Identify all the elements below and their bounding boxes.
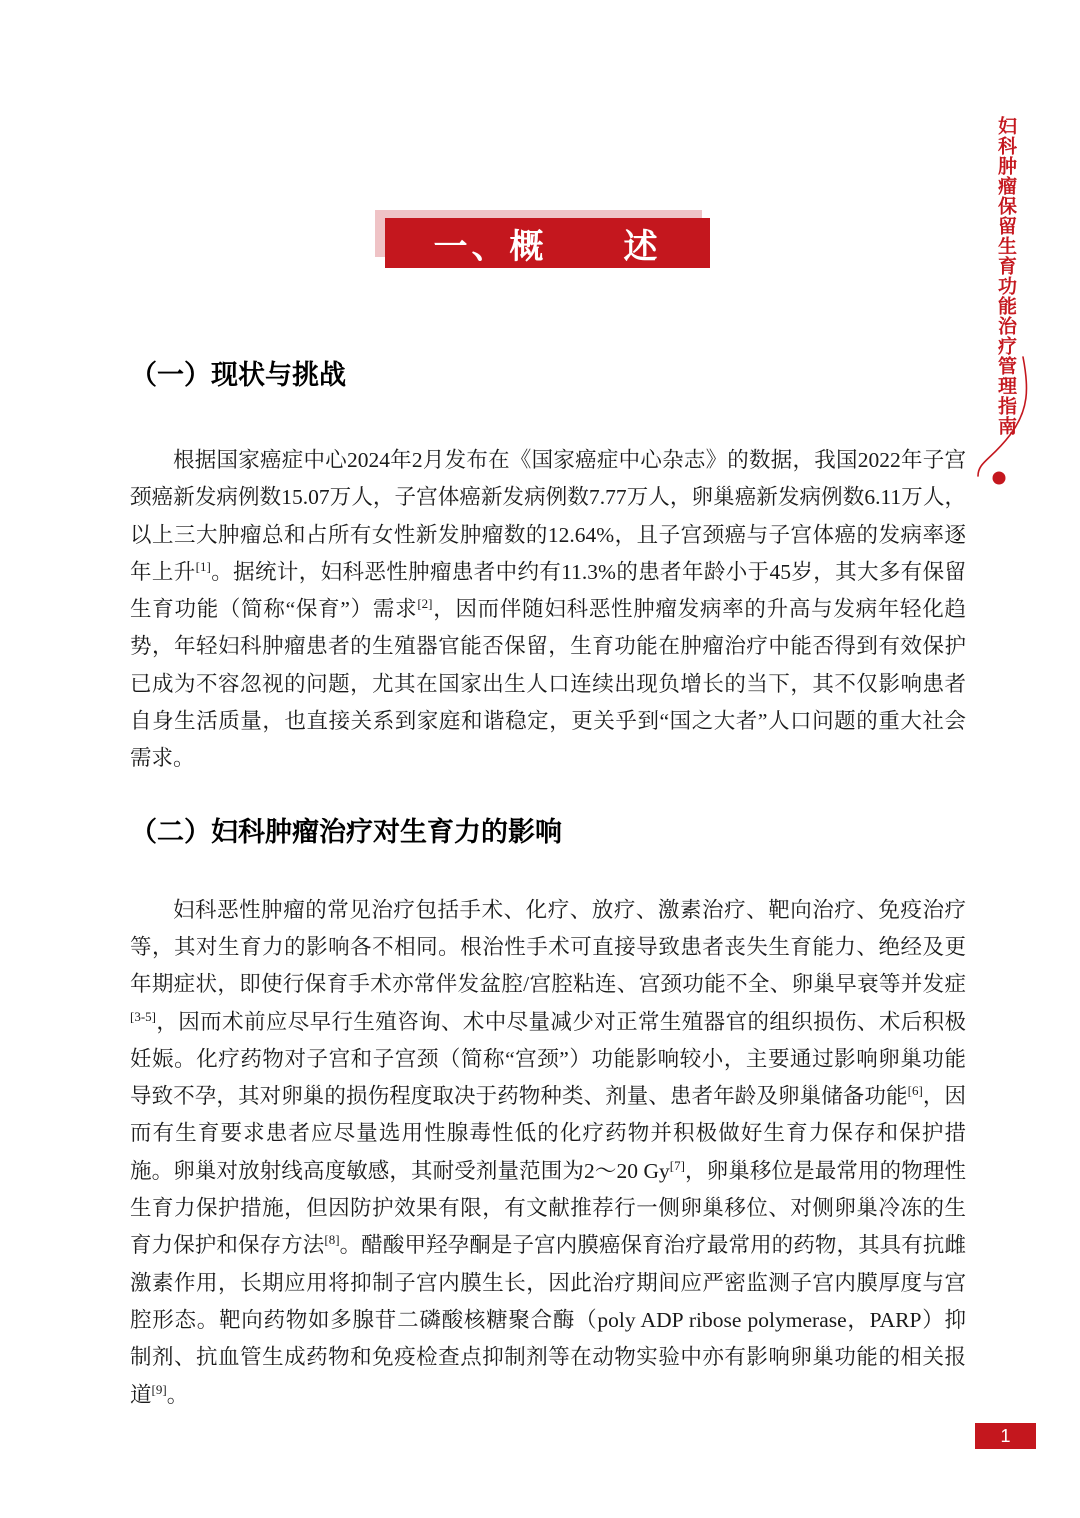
chapter-banner [375,210,720,272]
citation-ref: [3-5] [130,1008,156,1024]
section-body [130,442,966,778]
page-number: 1 [1000,1425,1011,1446]
page-number-badge [975,1423,1036,1449]
citation-ref: [2] [417,596,433,612]
chapter-title: 一、概 述 [433,228,662,266]
citation-ref: [9] [151,1381,167,1397]
chapter-title-box [385,218,710,268]
section-heading: （一）现状与挑战 [130,360,346,390]
section-1 [130,355,966,778]
citation-ref: [7] [669,1157,685,1173]
citation-ref: [1] [195,558,211,574]
citation-ref: [8] [324,1232,340,1248]
paragraph: 根据国家癌症中心2024年2月发布在《国家癌症中心杂志》的数据，我国2022年子宫颈癌新发病例数15.07万人，子宫体癌新发病例数7.77万人，卵巢癌新发病例数6.11万人，以上三大肿瘤总和占所有女性新发肿瘤数的12.64%，且子宫颈癌与子宫体癌的发病率逐年上升[1]。据统计，妇科恶性肿瘤患者中约有11.3%的患者年龄小于45岁，其大多有保留生育功能（简称“保育”）需求[2]，因而伴随妇科恶性肿瘤发病率的升高与发病年轻化趋势，年轻妇科肿瘤患者的生殖器官能否保留，生育功能在肿瘤治疗中能否得到有效保护已成为不容忽视的问题，尤其在国家出生人口连续出现负增长的当下，其不仅影响患者自身生活质量，也直接关系到家庭和谐稳定，更关乎到“国之大者”人口问题的重大社会需求。 [130,448,966,771]
section-body [130,892,966,1414]
citation-ref: [6] [907,1083,923,1099]
side-book-title: 妇科肿瘤保留生育功能治疗管理指南 [995,116,1016,436]
section-heading: （二）妇科肿瘤治疗对生育力的影响 [130,816,562,847]
main-content [130,355,966,1414]
section-2 [130,812,966,1414]
paragraph: 妇科恶性肿瘤的常见治疗包括手术、化疗、放疗、激素治疗、靶向治疗、免疫治疗等，其对生育力的影响各不相同。根治性手术可直接导致患者丧失生育能力、绝经及更年期症状，即使行保育手术亦常伴发盆腔/宫腔粘连、宫颈功能不全、卵巢早衰等并发症[3-5]，因而术前应尽早行生殖咨询、术中尽量减少对正常生殖器官的组织损伤、术后积极妊娠。化疗药物对子宫和子宫颈（简称“宫颈”）功能影响较小，主要通过影响卵巢功能导致不孕，其对卵巢的损伤程度取决于药物种类、剂量、患者年龄及卵巢储备功能[6]，因而有生育要求患者应尽量选用性腺毒性低的化疗药物并积极做好生育力保存和保护措施。卵巢对放射线高度敏感，其耐受剂量范围为2～20 Gy[7]，卵巢移位是最常用的物理性生育力保护措施，但因防护效果有限，有文献推荐行一侧卵巢移位、对侧卵巢冷冻的生育力保护和保存方法[8]。醋酸甲羟孕酮是子宫内膜癌保育治疗最常用的药物，其具有抗雌激素作用，长期应用将抑制子宫内膜生长，因此治疗期间应严密监测子宫内膜厚度与宫腔形态。靶向药物如多腺苷二磷酸核糖聚合酶（poly ADP ribose polymerase，PARP）抑制剂、抗血管生成药物和免疫检查点抑制剂等在动物实验中亦有影响卵巢功能的相关报道[9]。 [130,897,966,1407]
curve-ornament-icon [965,350,1045,500]
